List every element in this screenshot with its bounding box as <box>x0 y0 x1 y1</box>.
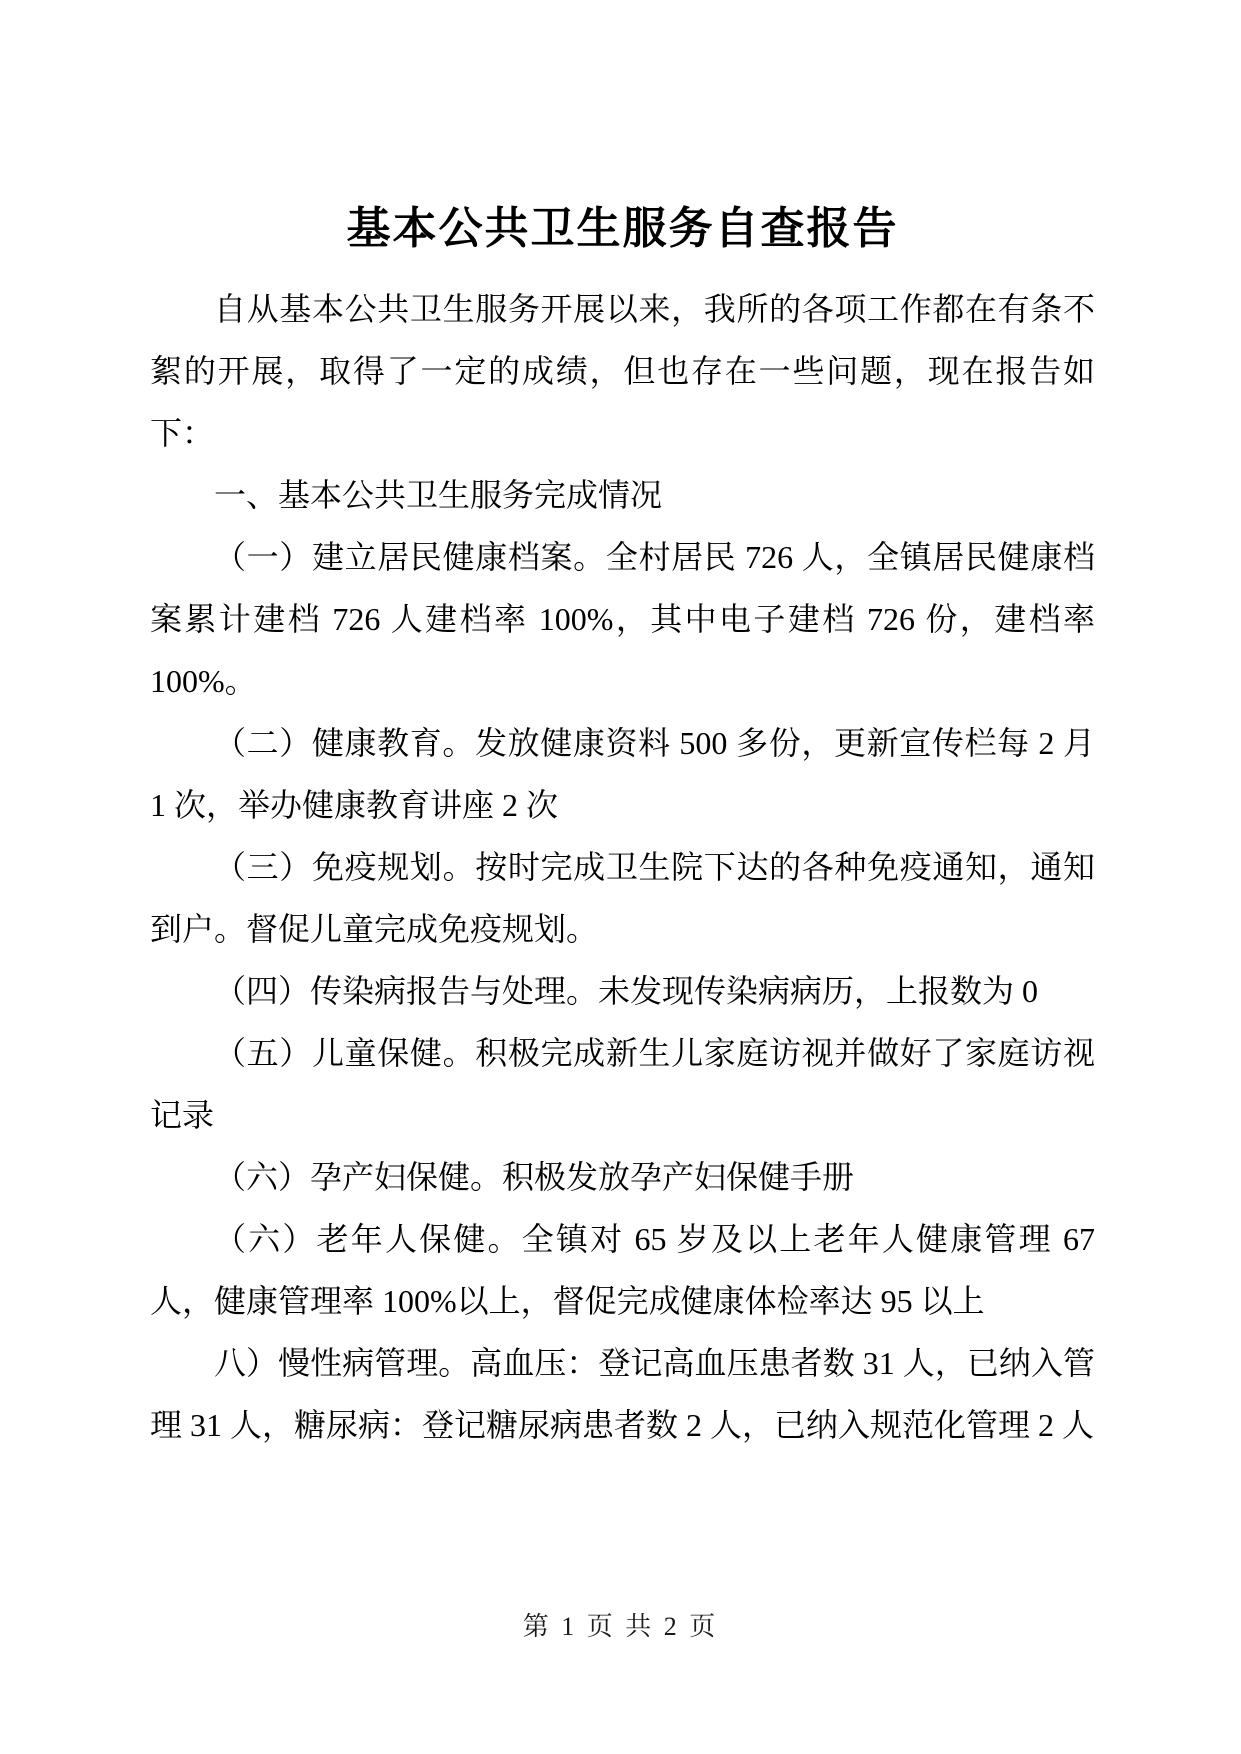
paragraph-intro: 自从基本公共卫生服务开展以来，我所的各项工作都在有条不絮的开展，取得了一定的成绩，但也存在一些问题，现在报告如下： <box>150 291 1095 451</box>
paragraph-item-1-archives: （一）建立居民健康档案。全村居民 726 人，全镇居民健康档案累计建档 726 人建档率 100%，其中电子建档 726 份，建档率 100%。 <box>150 539 1095 699</box>
paragraph-item-6-elderly: （六）老年人保健。全镇对 65 岁及以上老年人健康管理 67 人，健康管理率 100%以上，督促完成健康体检率达 95 以上 <box>150 1221 1095 1319</box>
paragraph-item-2-education: （二）健康教育。发放健康资料 500 多份，更新宣传栏每 2 月 1 次，举办健康教育讲座 2 次 <box>150 725 1095 823</box>
document-body <box>150 278 1095 1456</box>
paragraph-item-6-maternal: （六）孕产妇保健。积极发放孕产妇保健手册 <box>214 1159 855 1195</box>
paragraph-section-heading: 一、基本公共卫生服务完成情况 <box>214 477 663 513</box>
paragraph-item-3-immunization: （三）免疫规划。按时完成卫生院下达的各种免疫通知，通知到户。督促儿童完成免疫规划。 <box>150 849 1095 947</box>
document-title: 基本公共卫生服务自查报告 <box>346 204 899 253</box>
paragraph-item-4-infectious: （四）传染病报告与处理。未发现传染病病历，上报数为 0 <box>214 973 1039 1009</box>
page-number-footer: 第 1 页 共 2 页 <box>522 1612 719 1641</box>
paragraph-item-8-chronic: 八）慢性病管理。高血压：登记高血压患者数 31 人，已纳入管理 31 人，糖尿病：登记糖尿病患者数 2 人，已纳入规范化管理 2 人 <box>150 1345 1095 1443</box>
paragraph-item-5-children: （五）儿童保健。积极完成新生儿家庭访视并做好了家庭访视记录 <box>150 1035 1095 1133</box>
